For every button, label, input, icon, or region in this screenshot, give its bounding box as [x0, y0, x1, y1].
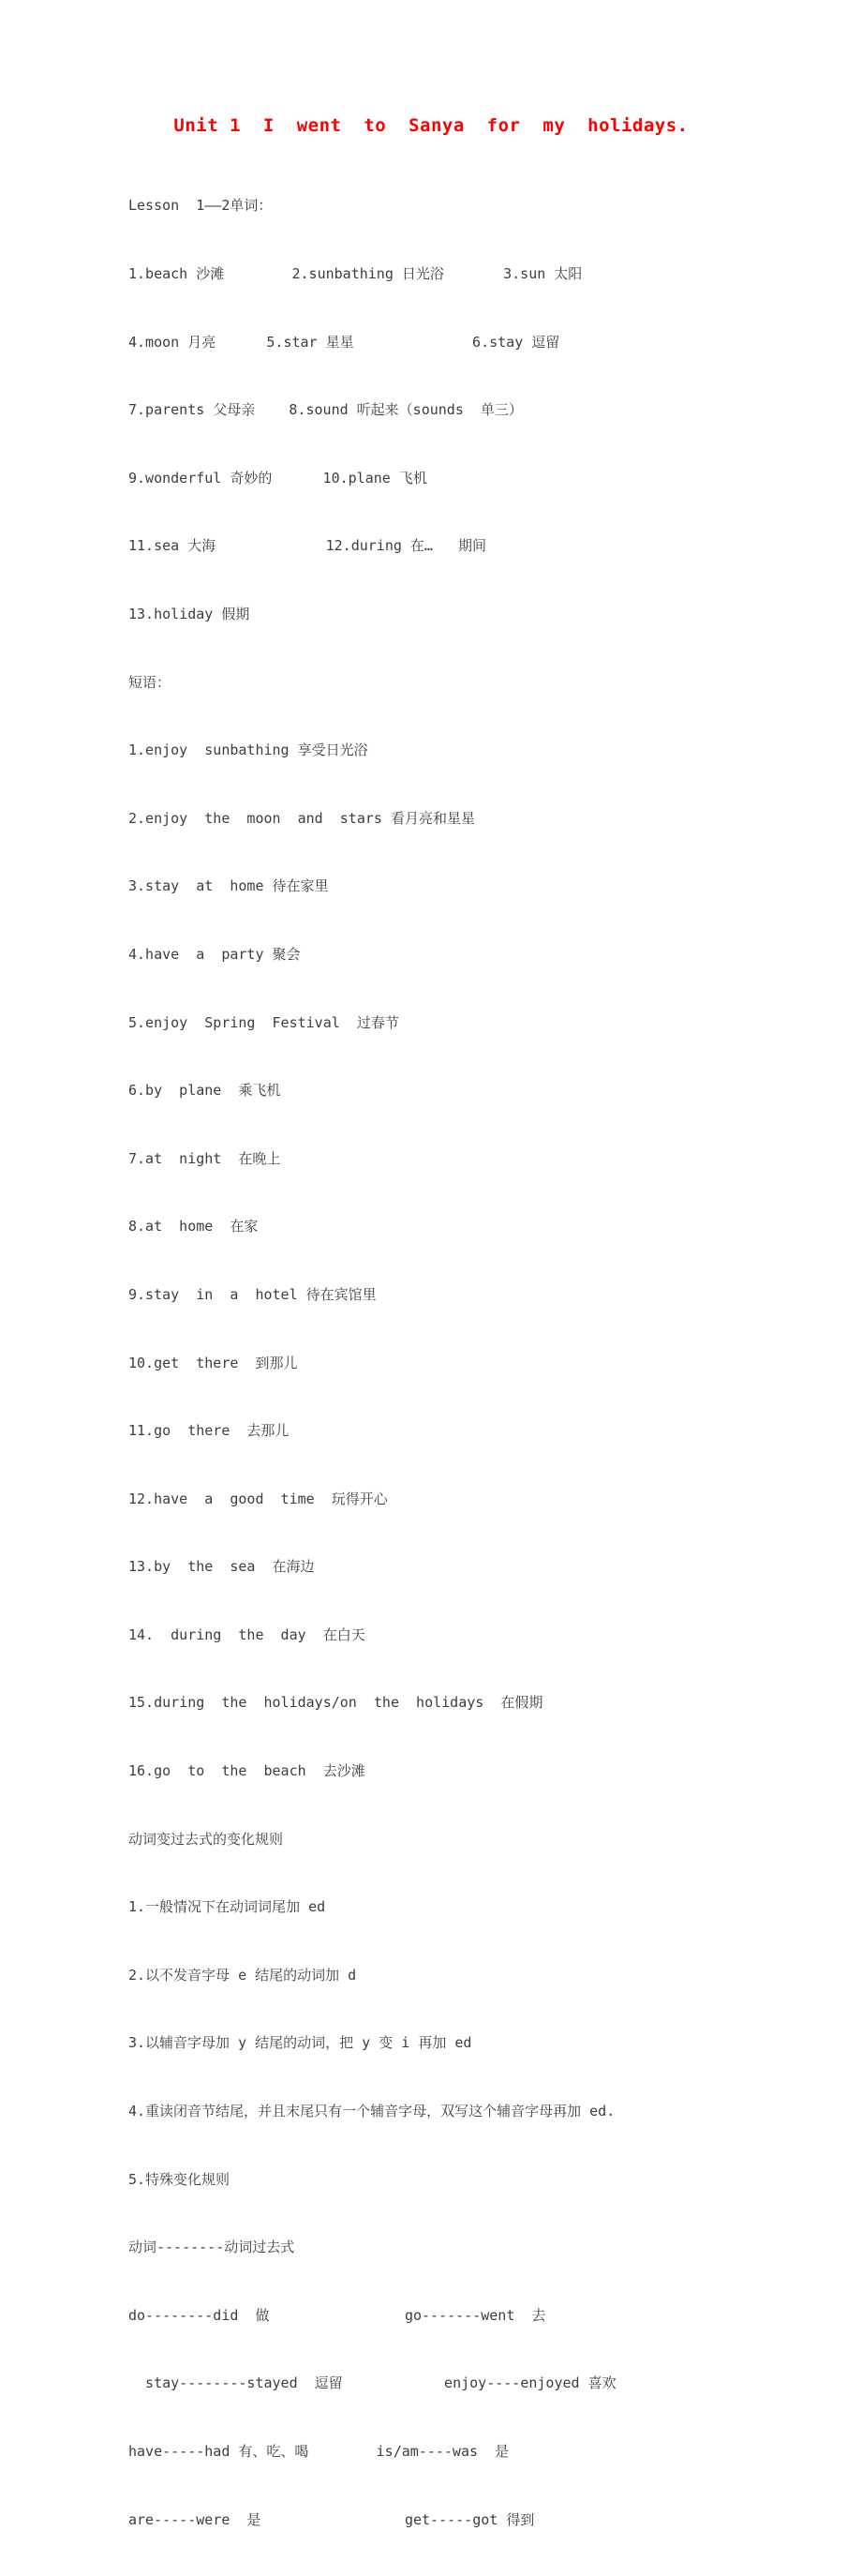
text-line: 6.by plane 乘飞机	[128, 1082, 281, 1100]
text-line: 1.一般情况下在动词词尾加 ed	[128, 1898, 326, 1916]
text-line: 7.parents 父母亲 8.sound 听起来（sounds 单三）	[128, 401, 523, 419]
document-title: Unit 1 I went to Sanya for my holidays.	[173, 115, 689, 136]
text-line: 15.during the holidays/on the holidays 在假期	[128, 1694, 543, 1712]
text-line: 16.go to the beach 去沙滩	[128, 1762, 365, 1780]
text-line: 3.stay at home 待在家里	[128, 877, 329, 895]
text-line: 动词变过去式的变化规则	[128, 1830, 284, 1848]
text-line: 4.重读闭音节结尾，并且末尾只有一个辅音字母，双写这个辅音字母再加 ed.	[128, 2103, 616, 2120]
text-line: 9.stay in a hotel 待在宾馆里	[128, 1285, 377, 1303]
text-line: stay--------stayed 逗留 enjoy----enjoyed 喜欢	[128, 2374, 617, 2392]
text-line: 11.sea 大海 12.during 在… 期间	[128, 537, 487, 555]
text-line: 10.get there 到那儿	[128, 1354, 298, 1371]
text-line: 9.wonderful 奇妙的 10.plane 飞机	[128, 469, 427, 487]
text-line: are-----were 是 get-----got 得到	[128, 2510, 535, 2528]
text-line: 4.moon 月亮 5.star 星星 6.stay 逗留	[128, 333, 560, 351]
text-line: Lesson 1——2单词：	[128, 197, 273, 215]
document-body	[0, 149, 862, 2576]
text-line: 12.have a good time 玩得开心	[128, 1490, 388, 1507]
text-line: 14. during the day 在白天	[128, 1625, 365, 1643]
text-line: 动词--------动词过去式	[128, 2239, 295, 2256]
text-line: 3.以辅音字母加 y 结尾的动词，把 y 变 i 再加 ed	[128, 2034, 472, 2052]
text-line: 2.以不发音字母 e 结尾的动词加 d	[128, 1966, 357, 1984]
text-line: 1.beach 沙滩 2.sunbathing 日光浴 3.sun 太阳	[128, 265, 583, 282]
text-line: 13.by the sea 在海边	[128, 1558, 315, 1576]
text-line: do--------did 做 go-------went 去	[128, 2306, 546, 2324]
text-line: 5.特殊变化规则	[128, 2170, 230, 2188]
text-line: 11.go there 去那儿	[128, 1422, 290, 1440]
text-line: have-----had 有、吃、喝 is/am----was 是	[128, 2443, 510, 2460]
text-line: 7.at night 在晚上	[128, 1149, 281, 1167]
text-line: 2.enjoy the moon and stars 看月亮和星星	[128, 809, 475, 827]
text-line: 13.holiday 假期	[128, 605, 250, 622]
text-line: 8.at home 在家	[128, 1218, 259, 1236]
text-line: 4.have a party 聚会	[128, 945, 301, 963]
text-line: 5.enjoy Spring Festival 过春节	[128, 1013, 399, 1031]
text-line: 短语：	[128, 673, 171, 691]
text-line: 1.enjoy sunbathing 享受日光浴	[128, 741, 368, 759]
